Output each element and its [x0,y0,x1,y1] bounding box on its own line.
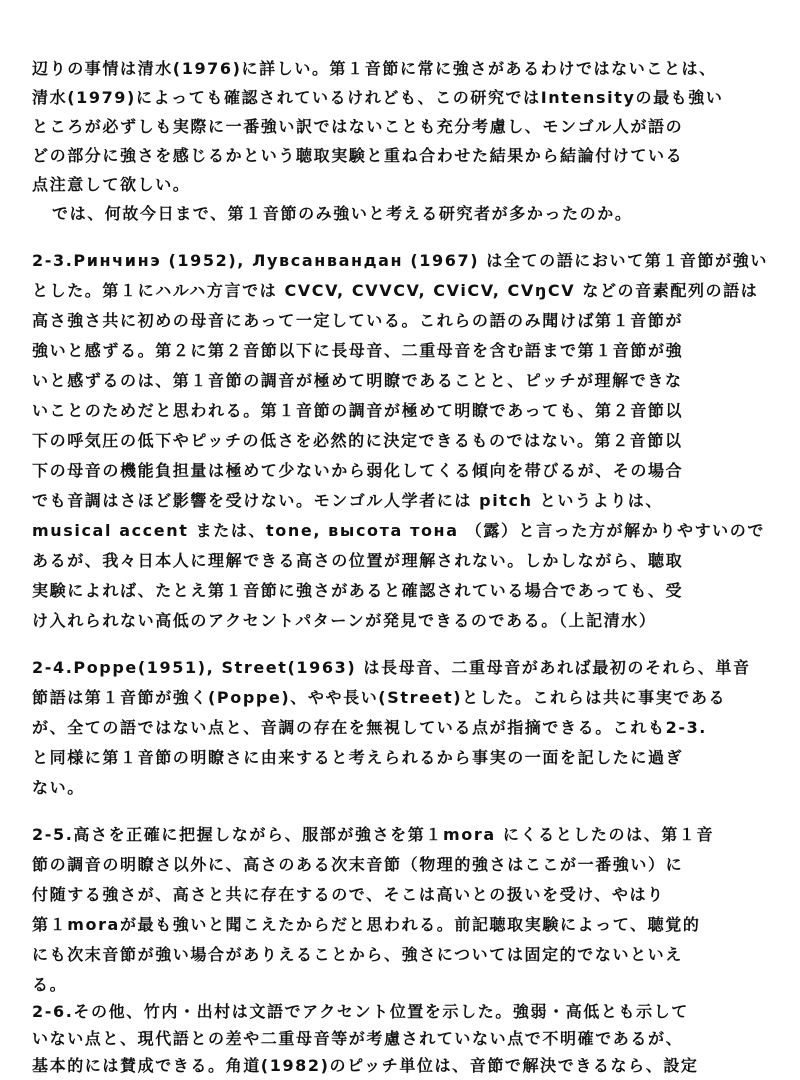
text-line: では、何故今日まで、第１音節のみ強いと考える研究者が多かったのか。 [52,204,633,223]
text-line: あるが、我々日本人に理解できる高さの位置が理解されない。しかしながら、聴取 [32,551,684,570]
text-line: musical accent または、tone, высота тона （露）と言った方が解かりやすいので [32,521,765,540]
section-2-3-heading-line: 2-3.Ринчинэ (1952), Лувсанвандан (1967) は全ての語において第１音節が強い [32,251,768,270]
section-2-4-heading-line: 2-4.Poppe(1951), Street(1963) は長母音、二重母音があれば最初のそれら、単音 [32,658,751,677]
text-line: 下の呼気圧の低下やピッチの低さを必然的に決定できるものではない。第２音節以 [32,431,683,450]
text-line: 高さ強さ共に初めの母音にあって一定している。これらの語のみ聞けば第１音節が [32,311,684,330]
section-2-5-heading-line: 2-5.高さを正確に把握しながら、服部が強さを第１mora にくるとしたのは、第１音 [32,825,715,844]
text-line: 清水(1979)によっても確認されているけれども、この研究ではIntensityの最も強い [32,88,724,107]
text-line: 付随する強さが、高さと共に存在するので、そこは高いとの扱いを受け、やはり [32,885,665,904]
text-line: 強いと感ずる。第２に第２音節以下に長母音、二重母音を含む語まで第１音節が強 [32,341,684,360]
text-line: いない点と、現代語との差や二重母音等が考慮されていない点で不明確であるが、 [32,1029,684,1048]
text-line: にも次末音節が強い場合がありえることから、強さについては固定的でないといえ [32,945,683,964]
text-line: け入れられない高低のアクセントパターンが発見できるのである。（上記清水） [32,611,657,630]
text-line: が、全ての語ではない点と、音調の存在を無視している点が指摘できる。これも2-3. [32,718,707,737]
text-line: 点注意して欲しい。 [32,175,191,194]
text-line: いことのためだと思われる。第１音節の調音が極めて明瞭であっても、第２音節以 [32,401,684,420]
text-line: どの部分に強さを感じるかという聴取実験と重ね合わせた結果から結論付けている [32,146,684,165]
text-line: いと感ずるのは、第１音節の調音が極めて明瞭であることと、ピッチが理解できな [32,371,683,390]
text-line: 下の母音の機能負担量は極めて少ないから弱化してくる傾向を帯びるが、その場合 [32,461,684,480]
text-line: 基本的には賛成できる。角道(1982)のピッチ単位は、音節で解決できるなら、設定 [32,1056,699,1075]
text-line: ない。 [32,778,85,797]
section-2-6-heading-line: 2-6.その他、竹内・出村は文語でアクセント位置を示した。強弱・高低とも示して [32,1002,689,1021]
text-line: 節の調音の明瞭さ以外に、高さのある次末音節（物理的強さはここが一番強い）に [32,855,684,874]
text-line: 第１moraが最も強いと聞こえたからだと思われる。前記聴取実験によって、聴覚的 [32,915,701,934]
text-line: とした。第１にハルハ方言では CVCV, CVVCV, CViCV, CVŋCV などの音素配列の語は [32,281,759,300]
text-line: ところが必ずしも実際に一番強い訳ではないことも充分考慮し、モンゴル人が語の [32,117,684,136]
text-line: る。 [32,975,68,994]
text-line: 節語は第１音節が強く(Poppe)、やや長い(Street)とした。これらは共に事実である [32,688,727,707]
text-line: 実験によれば、たとえ第１音節に強さがあると確認されている場合であっても、受 [32,581,684,600]
text-line: でも音調はさほど影響を受けない。モンゴル人学者には pitch というよりは、 [32,491,664,510]
text-line: と同様に第１音節の明瞭さに由来すると考えられるから事実の一面を記したに過ぎ [32,748,684,767]
text-line: 辺りの事情は清水(1976)に詳しい。第１音節に常に強さがあるわけではないことは、 [32,59,717,78]
